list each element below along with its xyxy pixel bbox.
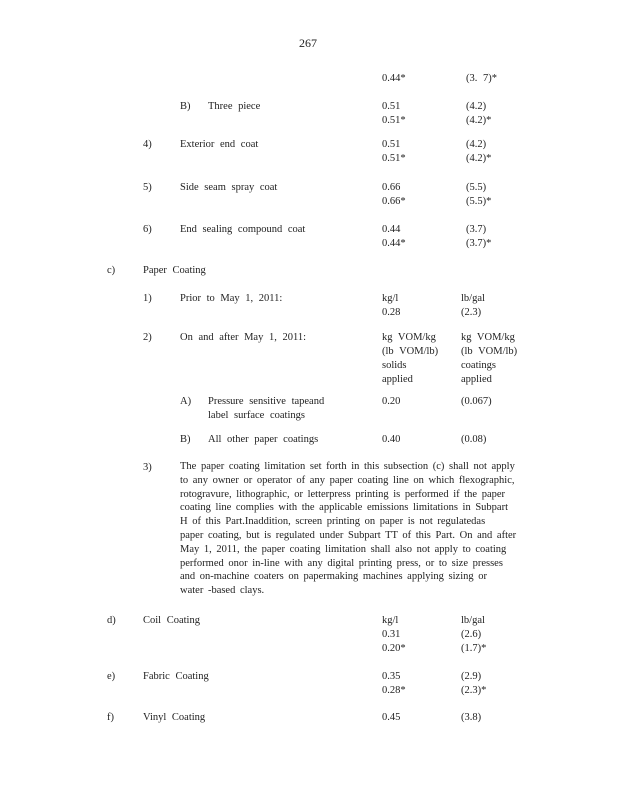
value-lb-gal: lb/gal <box>461 293 485 304</box>
paragraph-line: coating line complies with the applicable emissions limitations in Subpart <box>180 502 508 514</box>
value-kg-l: 0.44 <box>382 224 401 235</box>
paragraph-line: and on-machine coaters on papermaking machines applying sizing or <box>180 571 487 583</box>
paragraph-line: water -based clays. <box>180 585 265 597</box>
item-marker: 5) <box>143 182 152 193</box>
value-lb-gal: (2.3)* <box>461 685 487 696</box>
item-marker: 1) <box>143 293 152 304</box>
value-kg-l: 0.66 <box>382 182 401 193</box>
value-kg-l: 0.28 <box>382 307 401 318</box>
paragraph-line: to any owner or operator of any paper coating line on which flexographic, <box>180 474 515 486</box>
item-label: Exterior end coat <box>180 139 259 150</box>
value-kg-l: 0.51* <box>382 153 406 164</box>
value-kg-l: 0.44* <box>382 73 406 84</box>
item-marker: B) <box>180 101 191 112</box>
paragraph-line: H of this Part.Inaddition, screen printing on paper is not regulatedas <box>180 516 486 528</box>
value-kg-l: 0.66* <box>382 196 406 207</box>
value-lb-gal: (3.7)* <box>466 238 492 249</box>
page-number: 267 <box>299 36 317 50</box>
item-marker: 3) <box>143 462 152 473</box>
value-lb-gal: (4.2)* <box>466 115 492 126</box>
value-kg-l: 0.40 <box>382 434 401 445</box>
value-lb-gal: (0.067) <box>461 396 492 407</box>
value-kg-l: 0.28* <box>382 685 406 696</box>
paragraph-line: May 1, 2011, the paper coating limitation shall also not apply to coating <box>180 543 507 555</box>
value-lb-gal: lb/gal <box>461 615 485 626</box>
section-marker: c) <box>107 265 116 276</box>
value-lb-gal: (4.2) <box>466 101 487 112</box>
value-kg-l: kg/l <box>382 293 399 304</box>
value-kg-l: (lb VOM/lb) <box>382 346 439 357</box>
item-label: Three piece <box>208 101 261 112</box>
section-title: Fabric Coating <box>143 671 209 682</box>
value-lb-gal: (2.6) <box>461 629 482 640</box>
paragraph-line: paper coating, but is regulated under Subpart TT of this Part. On and after <box>180 529 517 541</box>
value-kg-l: 0.45 <box>382 712 401 723</box>
item-label: All other paper coatings <box>208 434 319 445</box>
item-marker: 4) <box>143 139 152 150</box>
section-title: Coil Coating <box>143 615 200 626</box>
value-lb-gal: (4.2) <box>466 139 487 150</box>
section-marker: e) <box>107 671 116 682</box>
section-marker: f) <box>107 712 114 723</box>
value-kg-l: 0.51 <box>382 101 401 112</box>
item-label: Prior to May 1, 2011: <box>180 293 283 304</box>
section-title: Paper Coating <box>143 265 206 276</box>
value-lb-gal: (0.08) <box>461 434 487 445</box>
item-label: Pressure sensitive tapeand <box>208 396 325 407</box>
value-lb-gal: (1.7)* <box>461 643 487 654</box>
value-lb-gal: (4.2)* <box>466 153 492 164</box>
value-lb-gal: (3. 7)* <box>466 73 497 84</box>
paragraph-line: The paper coating limitation set forth in this subsection (c) shall not apply <box>180 461 515 472</box>
item-marker: B) <box>180 434 191 445</box>
value-kg-l: solids <box>382 360 407 371</box>
item-marker: 2) <box>143 332 152 343</box>
value-kg-l: 0.51* <box>382 115 406 126</box>
value-lb-gal: (5.5)* <box>466 196 492 207</box>
value-lb-gal: (3.8) <box>461 712 482 723</box>
value-kg-l: 0.51 <box>382 139 401 150</box>
section-title: Vinyl Coating <box>143 712 206 723</box>
value-lb-gal: (2.3) <box>461 307 482 318</box>
value-kg-l: applied <box>382 374 413 385</box>
item-marker: 6) <box>143 224 152 235</box>
value-lb-gal: (lb VOM/lb) <box>461 346 518 357</box>
value-kg-l: 0.20* <box>382 643 406 654</box>
value-lb-gal: (5.5) <box>466 182 487 193</box>
value-lb-gal: kg VOM/kg <box>461 332 515 343</box>
value-lb-gal: (3.7) <box>466 224 487 235</box>
value-lb-gal: coatings <box>461 360 496 371</box>
item-marker: A) <box>180 396 192 407</box>
item-label: End sealing compound coat <box>180 224 306 235</box>
item-label: On and after May 1, 2011: <box>180 332 306 343</box>
item-label: Side seam spray coat <box>180 182 278 193</box>
value-lb-gal: (2.9) <box>461 671 482 682</box>
value-kg-l: 0.31 <box>382 629 401 640</box>
item-label: label surface coatings <box>208 410 305 421</box>
paragraph-line: performed onor in-line with any digital printing press, or to size presses <box>180 557 503 569</box>
section-marker: d) <box>107 615 116 626</box>
paragraph-line: rotogravure, lithographic, or letterpress printing is performed if the paper <box>180 488 506 500</box>
value-kg-l: 0.44* <box>382 238 406 249</box>
value-lb-gal: applied <box>461 374 492 385</box>
value-kg-l: kg/l <box>382 615 399 626</box>
value-kg-l: 0.20 <box>382 396 401 407</box>
paper-coating-exemption-paragraph <box>180 460 550 598</box>
value-kg-l: 0.35 <box>382 671 401 682</box>
value-kg-l: kg VOM/kg <box>382 332 436 343</box>
